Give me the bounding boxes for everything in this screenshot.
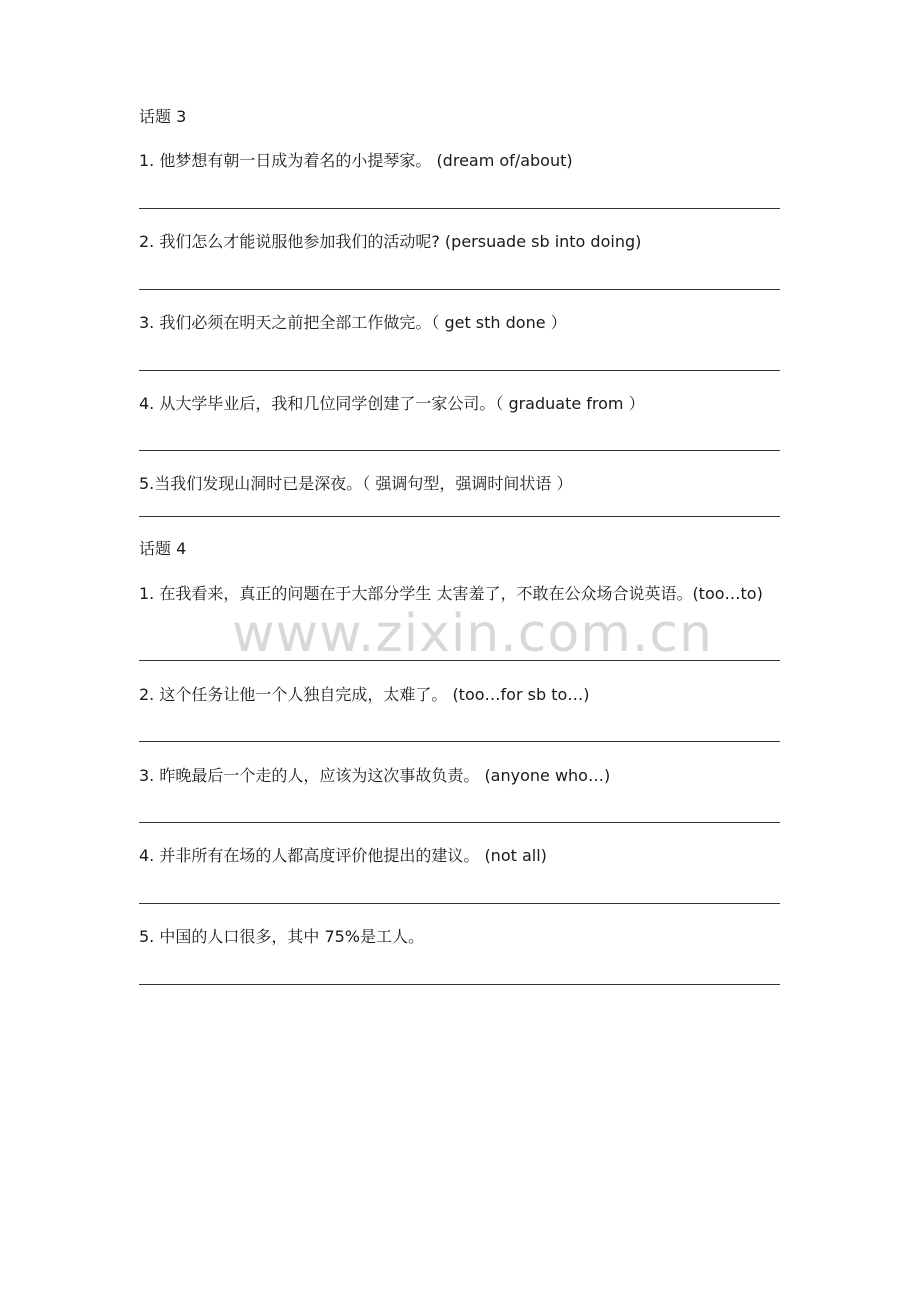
question-3-4: 4. 从大学毕业后，我和几位同学创建了一家公司。（ graduate from ） <box>139 394 645 413</box>
question-3-2: 2. 我们怎么才能说服他参加我们的活动呢? (persuade sb into doing) <box>139 232 642 251</box>
question-3-1: 1. 他梦想有朝一日成为着名的小提琴家。 (dream of/about) <box>139 151 573 170</box>
answer-line-3-3[interactable] <box>139 370 780 371</box>
question-4-5: 5. 中国的人口很多，其中 75%是工人。 <box>139 927 425 946</box>
question-3-3: 3. 我们必须在明天之前把全部工作做完。（ get sth done ） <box>139 313 567 332</box>
question-3-5: 5.当我们发现山洞时已是深夜。（ 强调句型，强调时间状语 ） <box>139 474 573 493</box>
watermark: www.zixin.com.cn <box>232 604 713 664</box>
answer-line-3-1[interactable] <box>139 208 780 209</box>
answer-line-4-2[interactable] <box>139 741 780 742</box>
answer-line-4-4[interactable] <box>139 903 780 904</box>
question-4-1: 1. 在我看来，真正的问题在于大部分学生 太害羞了，不敢在公众场合说英语。(too…to) <box>139 584 763 603</box>
answer-line-3-4[interactable] <box>139 450 780 451</box>
answer-line-3-2[interactable] <box>139 289 780 290</box>
section-heading-3: 话题 3 <box>139 107 187 126</box>
question-4-2: 2. 这个任务让他一个人独自完成，太难了。 (too…for sb to…) <box>139 685 590 704</box>
question-4-4: 4. 并非所有在场的人都高度评价他提出的建议。 (not all) <box>139 846 547 865</box>
answer-line-4-5[interactable] <box>139 984 780 985</box>
answer-line-4-3[interactable] <box>139 822 780 823</box>
answer-line-3-5[interactable] <box>139 516 780 517</box>
question-4-3: 3. 昨晚最后一个走的人，应该为这次事故负责。 (anyone who…) <box>139 766 611 785</box>
section-heading-4: 话题 4 <box>139 539 187 558</box>
